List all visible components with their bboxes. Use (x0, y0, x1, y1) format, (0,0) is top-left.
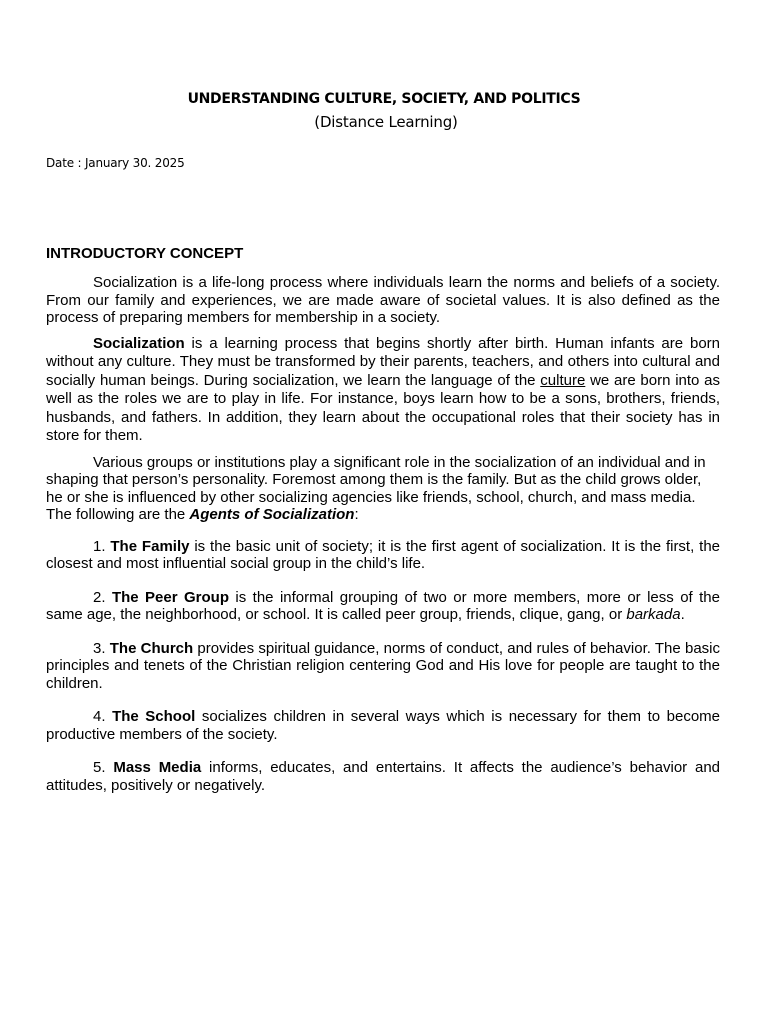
agent-description-end: . (680, 606, 685, 623)
agent-number: 1. (93, 537, 111, 555)
document-body (46, 244, 720, 810)
agent-term: The Church (109, 639, 194, 657)
agent-description: is the basic unit of society; it is the first agent of socialization. It is the first, the closest and most influential social group in the child’s life. (46, 537, 720, 572)
agent-description: informs, educates, and entertains. It affects the audience’s behavior and attitudes, positively or negatively. (46, 759, 721, 794)
agent-term: Mass Media (113, 759, 202, 776)
agent-description: socializes children in several ways which is necessary for them to become productive members of the society. (46, 708, 720, 743)
section-heading: INTRODUCTORY CONCEPT (46, 245, 244, 262)
intro-paragraph-1: Socialization is a life-long process where individuals learn the norms and beliefs of a society. From our family and experiences, we are made aware of societal values. It is also defined as the process of preparing members for membership in a society. (46, 274, 720, 326)
agent-item-family (46, 538, 720, 573)
socialization-term: Socialization (93, 334, 185, 352)
culture-underlined-word: culture (540, 371, 586, 389)
agents-of-socialization-term: Agents of Socialization (189, 506, 355, 523)
barkada-italic-word: barkada (626, 606, 681, 623)
agent-number: 5. (93, 759, 114, 776)
document-date: Date : January 30. 2025 (46, 156, 185, 170)
agent-item-church (46, 640, 720, 693)
agent-item-peer-group (46, 589, 720, 624)
paragraph-3-text-b: : (354, 506, 359, 523)
intro-paragraph-3 (46, 454, 720, 524)
agent-item-school (46, 708, 720, 743)
agent-term: The Peer Group (111, 588, 229, 606)
paragraph-3-text-a: Various groups or institutions play a significant role in the socialization of an individual and in shaping that person’s personality. Foremost among them is the family. But as the child grows older, he or she is influenced by other socializing agencies like friends, school, church, and mass media. The following are the (46, 453, 706, 523)
agent-term: The School (112, 708, 196, 725)
agent-number: 4. (93, 708, 113, 725)
agent-number: 2. (93, 588, 112, 606)
agent-description: is the informal grouping of two or more members, more or less of the same age, the neighborhood, or school. It is called peer group, friends, clique, gang, or (46, 588, 720, 623)
paragraph-2-text-b: we are born into as well as the roles we are to play in life. For instance, boys learn how to be a sons, brothers, friends, husbands, and fathers. In addition, they learn about the occupational roles that their society has in store for them. (46, 371, 720, 444)
intro-paragraph-2 (46, 335, 720, 446)
agent-item-mass-media (46, 759, 720, 794)
agent-number: 3. (93, 639, 110, 657)
agent-description: provides spiritual guidance, norms of conduct, and rules of behavior. The basic principles and tenets of the Christian religion centering God and His love for people are taught to the children. (46, 639, 720, 692)
document-subtitle: (Distance Learning) (314, 113, 458, 131)
agent-term: The Family (110, 537, 190, 555)
paragraph-2-text-a: is a learning process that begins shortly after birth. Human infants are born without any culture. They must be transformed by their parents, teachers, and others into cultural and socially human beings. During socialization, we learn the language of the (46, 334, 720, 389)
document-title: UNDERSTANDING CULTURE, SOCIETY, AND POLITICS (187, 91, 581, 107)
